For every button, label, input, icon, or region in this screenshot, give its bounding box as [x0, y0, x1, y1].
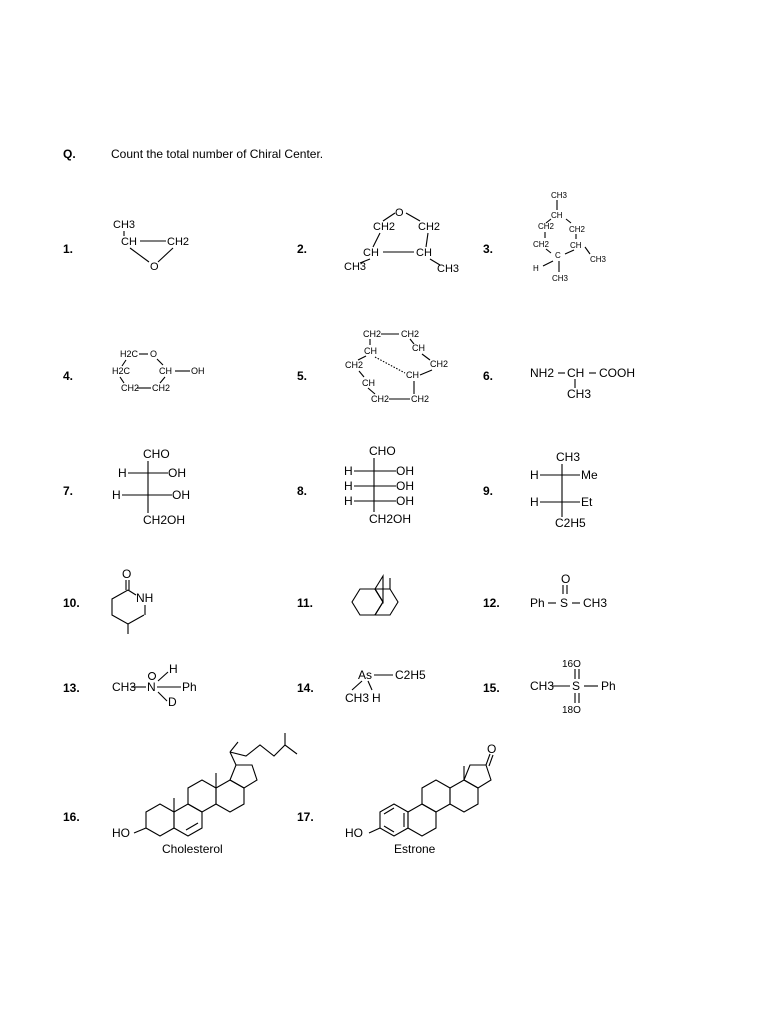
structure-1	[113, 219, 189, 273]
svg-text:N: N	[147, 680, 156, 694]
svg-text:CH2: CH2	[411, 394, 430, 404]
svg-text:H2C: H2C	[120, 349, 139, 359]
svg-text:CH: CH	[363, 247, 379, 259]
structure-11	[352, 576, 398, 615]
svg-text:C: C	[555, 251, 561, 260]
structure-2	[344, 207, 459, 275]
svg-text:Ph: Ph	[182, 680, 197, 694]
svg-text:CH3: CH3	[583, 596, 608, 610]
svg-text:CH3: CH3	[590, 255, 607, 264]
svg-text:CH3: CH3	[112, 680, 137, 694]
svg-text:As: As	[358, 668, 373, 682]
item-number-17: 17.	[297, 810, 314, 824]
svg-text:18O: 18O	[562, 705, 581, 716]
svg-text:HO: HO	[112, 826, 130, 840]
structure-16	[112, 733, 297, 840]
svg-text:O: O	[150, 261, 159, 273]
svg-text:CH2: CH2	[345, 360, 364, 370]
svg-text:H: H	[530, 495, 539, 509]
svg-text:CHO: CHO	[369, 444, 396, 458]
svg-text:HO: HO	[345, 826, 363, 840]
svg-text:H: H	[344, 479, 353, 493]
svg-text:H: H	[530, 468, 539, 482]
svg-text:CH2: CH2	[373, 221, 396, 233]
svg-text:H: H	[344, 494, 353, 508]
svg-text:CH: CH	[121, 236, 137, 248]
svg-text:CH2: CH2	[167, 236, 190, 248]
item-number-9: 9.	[483, 484, 494, 498]
svg-text:CH: CH	[412, 343, 425, 353]
item-number-2: 2.	[297, 242, 308, 256]
svg-text:CH: CH	[362, 378, 375, 388]
svg-text:CH3: CH3	[567, 387, 592, 401]
svg-text:CHO: CHO	[143, 447, 170, 461]
svg-text:CH2: CH2	[533, 240, 550, 249]
svg-text:NH2: NH2	[530, 366, 555, 380]
svg-text:CH2: CH2	[538, 222, 555, 231]
svg-text:Ph: Ph	[601, 679, 616, 693]
svg-text:OH: OH	[396, 494, 414, 508]
svg-text:H: H	[112, 488, 121, 502]
svg-text:D: D	[168, 695, 177, 709]
svg-text:O: O	[561, 572, 571, 586]
svg-text:CH2: CH2	[430, 359, 449, 369]
svg-text:CH: CH	[364, 346, 377, 356]
caption-cholesterol: Cholesterol	[162, 842, 223, 856]
item-number-8: 8.	[297, 484, 308, 498]
svg-text:CH3: CH3	[552, 274, 569, 283]
svg-text:Ph: Ph	[530, 596, 545, 610]
svg-text:CH3: CH3	[556, 450, 581, 464]
structure-6	[530, 366, 635, 401]
structure-10	[112, 567, 153, 634]
svg-text:H: H	[372, 691, 381, 705]
item-number-4: 4.	[63, 369, 74, 383]
structure-9	[530, 450, 598, 530]
structure-12	[530, 572, 607, 610]
svg-text:CH2: CH2	[152, 383, 171, 393]
item-number-13: 13.	[63, 681, 80, 695]
svg-text:CH: CH	[567, 366, 585, 380]
svg-text:CH: CH	[551, 211, 563, 220]
item-number-12: 12.	[483, 596, 500, 610]
svg-text:16O: 16O	[562, 659, 581, 670]
svg-text:H: H	[344, 464, 353, 478]
item-number-1: 1.	[63, 242, 74, 256]
structure-7	[112, 447, 190, 527]
item-number-10: 10.	[63, 596, 80, 610]
item-number-5: 5.	[297, 369, 308, 383]
caption-estrone: Estrone	[394, 842, 436, 856]
structure-4	[112, 349, 205, 393]
svg-text:Me: Me	[581, 468, 598, 482]
svg-text:O: O	[122, 567, 132, 581]
structure-3	[533, 191, 607, 283]
item-number-11: 11.	[297, 596, 314, 610]
svg-text:CH3: CH3	[437, 263, 460, 275]
question-text: Count the total number of Chiral Center.	[111, 147, 324, 161]
svg-text:CH2: CH2	[121, 383, 140, 393]
structure-13	[112, 662, 197, 709]
svg-text:H: H	[533, 264, 539, 273]
svg-text:H2C: H2C	[112, 366, 131, 376]
svg-text:CH: CH	[570, 241, 582, 250]
structure-14	[345, 668, 426, 705]
svg-text:CH2OH: CH2OH	[369, 512, 412, 526]
item-number-6: 6.	[483, 369, 494, 383]
svg-text:NH: NH	[136, 591, 154, 605]
svg-text:OH: OH	[168, 466, 186, 480]
svg-text:CH3: CH3	[345, 691, 370, 705]
svg-text:CH3: CH3	[551, 191, 568, 200]
item-number-3: 3.	[483, 242, 494, 256]
svg-text:CH2OH: CH2OH	[143, 513, 186, 527]
svg-text:O: O	[150, 349, 158, 359]
svg-text:CH2: CH2	[401, 329, 420, 339]
svg-text:CH2: CH2	[363, 329, 382, 339]
svg-text:CH3: CH3	[113, 219, 136, 231]
item-number-15: 15.	[483, 681, 500, 695]
item-number-7: 7.	[63, 484, 74, 498]
svg-text:CH: CH	[406, 370, 419, 380]
svg-text:H: H	[169, 662, 178, 676]
svg-text:Et: Et	[581, 495, 593, 509]
svg-text:CH3: CH3	[530, 679, 555, 693]
svg-text:S: S	[560, 596, 569, 610]
structure-8	[344, 444, 414, 526]
svg-text:OH: OH	[172, 488, 190, 502]
svg-text:C2H5: C2H5	[395, 668, 426, 682]
svg-text:OH: OH	[191, 366, 205, 376]
svg-text:O: O	[395, 207, 404, 219]
svg-text:CH2: CH2	[371, 394, 390, 404]
svg-text:CH3: CH3	[344, 261, 367, 273]
item-number-14: 14.	[297, 681, 314, 695]
structure-17	[345, 742, 496, 840]
svg-text:COOH: COOH	[599, 366, 635, 380]
svg-text:H: H	[118, 466, 127, 480]
svg-text:CH: CH	[416, 247, 432, 259]
svg-text:S: S	[572, 679, 581, 693]
question-label: Q.	[63, 147, 76, 161]
structure-5	[345, 329, 448, 404]
item-number-16: 16.	[63, 810, 80, 824]
svg-text:CH2: CH2	[569, 225, 586, 234]
svg-text:OH: OH	[396, 479, 414, 493]
structure-15	[530, 659, 616, 716]
svg-text:O: O	[487, 742, 497, 756]
svg-text:C2H5: C2H5	[555, 516, 586, 530]
svg-text:CH: CH	[159, 366, 172, 376]
svg-text:CH2: CH2	[418, 221, 441, 233]
svg-text:OH: OH	[396, 464, 414, 478]
